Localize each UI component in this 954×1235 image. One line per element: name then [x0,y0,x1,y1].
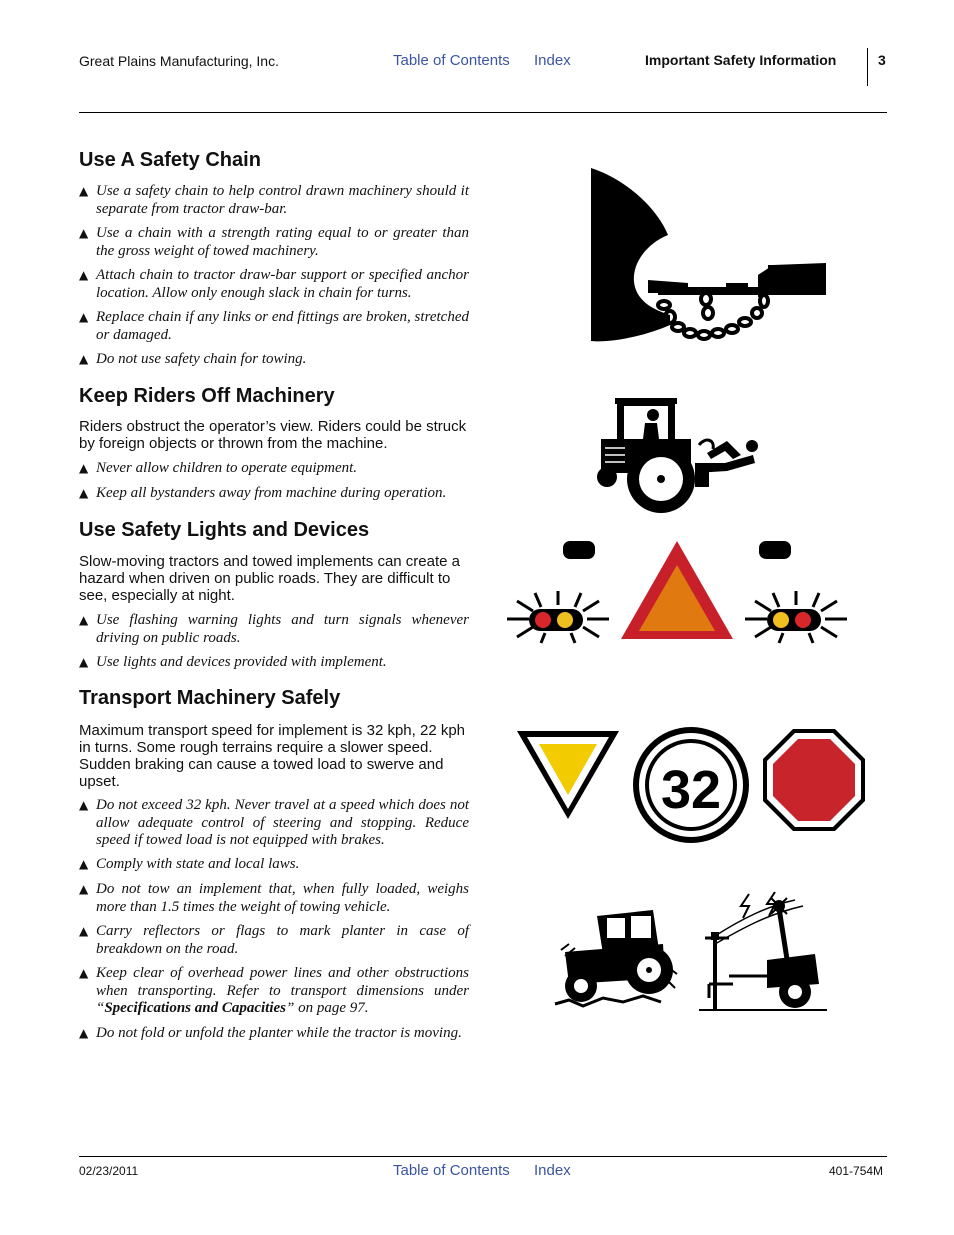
bullet-item: ▲ Use a safety chain to help control drawn machinery should it separate from tractor draw-bar. [79,183,469,217]
marker-lamp-icon [563,541,595,559]
toc-link-bottom[interactable]: Table of Contents [393,1162,510,1179]
bullet-item: ▲ Replace chain if any links or end fittings are broken, stretched or damaged. [79,309,469,343]
triangle-bullet-icon: ▲ [79,857,89,871]
bullet-item: ▲ Do not fold or unfold the planter while the tractor is moving. [79,1025,462,1041]
lights-body: Slow-moving tractors and towed implements can create a hazard when driven on public roads. They are difficult to see, especially at night. [79,553,461,604]
page-number: 3 [878,52,886,68]
heading-transport-safely: Transport Machinery Safely [79,687,341,709]
triangle-bullet-icon: ▲ [79,798,89,812]
bullet-item: ▲ Use a chain with a strength rating equal to or greater than the gross weight of towed machinery. [79,225,469,259]
header-rule [79,112,887,113]
triangle-bullet-icon: ▲ [79,184,89,198]
footer-date: 02/23/2011 [79,1164,139,1178]
footer-rule [79,1156,887,1157]
triangle-bullet-icon: ▲ [79,268,89,282]
triangle-bullet-icon: ▲ [79,613,89,627]
triangle-bullet-icon: ▲ [79,310,89,324]
heading-keep-riders-off: Keep Riders Off Machinery [79,385,335,407]
rough-terrain-powerline-illustration [553,888,829,1013]
index-link-top[interactable]: Index [534,52,571,69]
heading-safety-chain: Use A Safety Chain [79,149,261,171]
triangle-bullet-icon: ▲ [79,924,89,938]
triangle-bullet-icon: ▲ [79,966,89,980]
bullet-item: ▲ Do not exceed 32 kph. Never travel at a speed which does not allow adequate control of steering and stopping. Reduce speed if towed load is not equipped with brakes. [79,797,469,848]
bullet-item: ▲ Do not tow an implement that, when fully loaded, weighs more than 1.5 times the weight of towing vehicle. [79,881,469,915]
tractor-rough-terrain-icon [555,910,677,1006]
triangle-bullet-icon: ▲ [79,352,89,366]
tractor-rider-illustration [595,393,770,521]
bullet-item: ▲ Keep all bystanders away from machine during operation. [79,485,447,501]
triangle-bullet-icon: ▲ [79,655,89,669]
index-link-bottom[interactable]: Index [534,1162,571,1179]
header-divider [867,48,868,86]
bullet-item: ▲ Keep clear of overhead power lines and other obstructions when transporting. Refer to transport dimensions under “Specifications and Capacities” on page 97. [79,965,469,1016]
heading-safety-lights: Use Safety Lights and Devices [79,519,370,541]
triangle-bullet-icon: ▲ [79,461,89,475]
speed-limit-sign-icon [633,727,749,843]
stop-sign-icon [763,729,865,831]
bullet-item: ▲ Attach chain to tractor draw-bar support or specified anchor location. Allow only enough slack in chain for turns. [79,267,469,301]
company-name: Great Plains Manufacturing, Inc. [79,53,279,69]
bullet-item: ▲ Carry reflectors or flags to mark planter in case of breakdown on the road. [79,923,469,957]
triangle-bullet-icon: ▲ [79,882,89,896]
triangle-bullet-icon: ▲ [79,486,89,500]
triangle-bullet-icon: ▲ [79,1026,89,1040]
road-signs-illustration [513,725,868,847]
riders-body: Riders obstruct the operator’s view. Riders could be struck by foreign objects or thrown from the machine. [79,418,467,452]
triangle-bullet-icon: ▲ [79,226,89,240]
bullet-item: ▲ Use lights and devices provided with implement. [79,654,387,670]
svg-text:32: 32 [660,760,722,820]
power-line-hazard-icon [699,892,827,1010]
transport-body: Maximum transport speed for implement is 32 kph, 22 kph in turns. Some rough terrains require a slower speed. Sudden braking can cause a towed load to swerve and upset. [79,722,466,790]
bullet-item: ▲ Never allow children to operate equipment. [79,460,358,476]
toc-link-top[interactable]: Table of Contents [393,52,510,69]
safety-chain-hitch-illustration [588,165,830,345]
spec-capacities-reference: Specifications and Capacities [104,1000,287,1016]
section-title: Important Safety Information [645,52,837,68]
bullet-item: ▲ Comply with state and local laws. [79,856,300,872]
footer-doc-number: 401-754M [829,1164,884,1178]
marker-lamp-icon [759,541,791,559]
smv-emblem-and-lights-illustration [505,535,850,665]
bullet-item: ▲ Do not use safety chain for towing. [79,351,307,367]
bullet-item: ▲ Use flashing warning lights and turn signals whenever driving on public roads. [79,612,469,646]
